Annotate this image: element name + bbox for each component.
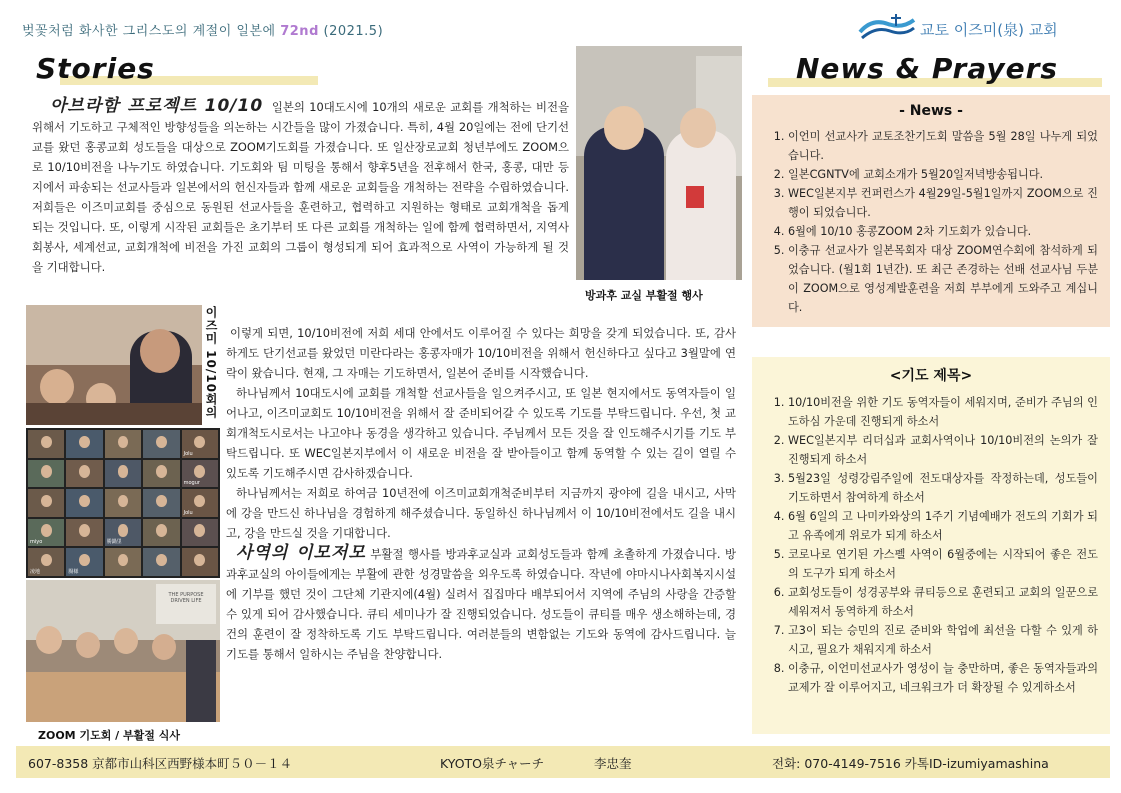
zoom-tile xyxy=(105,430,141,458)
zoom-tile xyxy=(105,548,141,576)
zoom-tile xyxy=(66,460,102,488)
project-heading: 아브라함 프로젝트 10/10 xyxy=(50,96,264,116)
prayer-item: 3. 5월23일 성령강림주일에 전도대상자를 작정하는데, 성도들이 기도하면서 참여하게 하소서 xyxy=(788,469,1098,507)
zoom-tile xyxy=(143,430,179,458)
zoom-tile xyxy=(66,548,102,576)
stories-body xyxy=(226,323,736,664)
prayer-item: 2. WEC일본지부 리더십과 교회사역이나 10/10비전의 논의가 잘 진행되게 하소서 xyxy=(788,431,1098,469)
footer xyxy=(16,746,1110,778)
prayer-list xyxy=(752,393,1110,697)
zoom-tile-name: mogur xyxy=(183,480,200,487)
news-box-title: - News - xyxy=(899,103,963,119)
paragraph-prayer-request: 하나님께서 10대도시에 교회를 개척할 선교사들을 일으켜주시고, 또 일본 현지에서도 동역자들이 일어나고, 이즈미교회도 10/10비전을 위해서 잘 준비되어갈 수 있도록 기도를 부탁드립니다. 우선, 첫 교회개척도시로서는 나고야나 동경을 생각하고 있습니다. 주님께서 모든 것을 잘 인도해주시기를 기도 부탁드립니다. 또 WEC일본지부에서 이 새로운 비전을 잘 받아들이고 함께 동역할 수 있는 길이 열릴 수 있도록 기도해주시면 감사하겠습니다. xyxy=(226,386,736,480)
zoom-tile xyxy=(66,489,102,517)
ministry-paragraph xyxy=(226,543,736,664)
zoom-tile-name: 腸様 xyxy=(68,569,79,575)
zoom-tile xyxy=(28,460,64,488)
paragraph-vision-hope: 이렇게 되면, 10/10비전에 저희 세대 안에서도 이루어질 수 있다는 희망을 갖게 되었습니다. 또, 감사하게도 단기선교를 왔었던 미란다라는 홍콩자매가 10/10비전을 위해서 헌신하다고 싶다고 3월말에 연락이 왔습니다. 현재, 그 자매는 기도하면서, 일본어 준비를 시작했습니다. xyxy=(226,326,736,380)
easter-meal-photo xyxy=(26,580,220,722)
zoom-tile xyxy=(182,430,218,458)
zoom-tile xyxy=(28,548,64,576)
news-box xyxy=(752,95,1110,327)
church-name: 교토 이즈미(泉) 교회 xyxy=(920,21,1058,39)
meeting-photo xyxy=(26,305,202,425)
zoom-tile xyxy=(66,430,102,458)
church-logo-icon xyxy=(858,12,916,42)
zoom-tile xyxy=(28,489,64,517)
news-prayers-title: News & Prayers xyxy=(796,52,1059,85)
ministry-text: 부활절 행사를 방과후교실과 교회성도들과 함께 초촐하게 가졌습니다. 방과후교실의 아이들에게는 부활에 관한 성경말씀을 외우도록 하였습니다. 작년에 야마시나사회복지시설에 기부를 했던 것이 그단체 기관지에(4월) 실려서 집집마다 배부되어서 지역에 주님의 사랑을 간증할 수 있게 되어 감사했습니다. 큐티 세미나가 잘 진행되었습니다. 성도들이 큐티를 매우 생소해하는데, 경건의 훈련이 잘 정착하도록 기도 부탁드립니다. 여러분들의 변함없는 기도와 동역에 감사드립니다. 늘 기도를 통해서 일하시는 주님을 찬양합니다. xyxy=(226,547,736,661)
prayer-box-title: <기도 제목> xyxy=(889,368,973,384)
prayer-item: 5. 코로나로 연기된 가스펠 사역이 6월중에는 시작되어 좋은 전도의 도구가 되게 하소서 xyxy=(788,545,1098,583)
prayer-item: 4. 6월 6일의 고 나미카와상의 1주기 기념예배가 전도의 기회가 되고 유족에게 위로가 되게 하소서 xyxy=(788,507,1098,545)
zoom-tile xyxy=(143,489,179,517)
footer-pastor: 李忠奎 xyxy=(594,756,632,771)
prayer-item: 7. 고3이 되는 승민의 진로 준비와 학업에 최선을 다할 수 있게 하시고, 필요가 채워지게 하소서 xyxy=(788,621,1098,659)
zoom-tile xyxy=(28,519,64,547)
footer-contact: 전화: 070-4149-7516 카톡ID-izumiyamashina xyxy=(772,756,1049,771)
zoom-tile xyxy=(28,430,64,458)
news-item: 2. 일본CGNTV에 교회소개가 5월20일저녁방송됩니다. xyxy=(788,165,1098,184)
zoom-tile-name: 勝鍋里 xyxy=(106,539,122,546)
issue-date: (2021.5) xyxy=(323,24,384,39)
prayer-item: 1. 10/10비전을 위한 기도 동역자들이 세워지며, 준비가 주님의 인도하심 가운데 진행되게 하소서 xyxy=(788,393,1098,431)
zoom-tile xyxy=(143,519,179,547)
news-list xyxy=(752,127,1110,317)
ministry-heading: 사역의 이모저모 xyxy=(236,543,366,563)
zoom-tile xyxy=(143,460,179,488)
zoom-tile xyxy=(182,460,218,488)
project-text: 일본의 10대도시에 10개의 새로운 교회를 개척하는 비전을 위해서 기도하고 구체적인 방향성들을 의논하는 시간들을 많이 가졌습니다. 특히, 4월 20일에는 전에 단기선교를 왔던 홍콩교회 성도들을 대상으로 ZOOM기도회를 가졌습니다. 또 일산장로교회 청년부에도 ZOOM으로 10/10비전을 나누기도 하였습니다. 기도회와 팀 미팅을 통해서 향후5년을 전후해서 한국, 홍콩, 대만 등지에서 파송되는 선교사들과 일본에서의 헌신자들과 함께 새로운 교회들을 개척하는 전략을 수립하였습니다. 저희들은 이즈미교회를 중심으로 동원된 선교사들을 훈련하고, 협력하고 지원하는 형태로 교회개척을 돕게 되는 것입니다. 또, 이렇게 시작된 교회들은 초기부터 또 다른 교회를 개척하는 일에 함께 협력하면서, 지역사회봉사, 세계선교, 교회개척에 비전을 가진 교회의 그룹이 형성되게 되어 효과적으로 사역이 가능하게 될 것을 기대합니다. xyxy=(32,100,569,274)
project-paragraph xyxy=(32,96,569,277)
prayer-box xyxy=(752,357,1110,734)
stories-title: Stories xyxy=(36,52,155,85)
easter-photo xyxy=(576,46,742,280)
zoom-tile xyxy=(182,548,218,576)
zoom-tile xyxy=(105,460,141,488)
zoom-tile xyxy=(182,489,218,517)
projector-screen xyxy=(156,584,216,624)
header-subtitle xyxy=(22,20,383,39)
news-item: 1. 이언미 선교사가 교토조찬기도회 말씀을 5월 28일 나누게 되었습니다. xyxy=(788,127,1098,165)
footer-address: 607-8358 京都市山科区西野様本町５０－１４ xyxy=(28,756,293,771)
footer-church: KYOTO泉チャーチ xyxy=(440,756,545,771)
zoom-tile xyxy=(105,489,141,517)
header-subtitle-text: 벚꽃처럼 화사한 그리스도의 계절이 일본에 xyxy=(22,24,281,39)
zoom-tile xyxy=(105,519,141,547)
news-item: 5. 이충규 선교사가 일본목회자 대상 ZOOM연수회에 참석하게 되었습니다. (월1회 1년간). 또 최근 존경하는 선배 선교사님 두분이 ZOOM으로 영성계발훈련을 저희 부부에게 도와주고 계십니다. xyxy=(788,241,1098,317)
meeting-vertical-label: 이즈미 10/10회의 xyxy=(204,306,218,419)
zoom-tile xyxy=(143,548,179,576)
issue-number: 72nd xyxy=(280,24,319,39)
easter-photo-caption: 방과후 교실 부활절 행사 xyxy=(585,289,703,302)
zoom-tile xyxy=(182,519,218,547)
zoom-tile-name: 凌地 xyxy=(30,569,41,575)
paragraph-wilderness: 하나님께서는 저희로 하여금 10년전에 이즈미교회개척준비부터 지금까지 광야에 길을 내시고, 사막에 강을 만드신 하나님을 경험하게 해주셨습니다. 동일하신 하나님께서 이 10/10비전에서도 길을 내시고, 강을 만드실 것을 기대합니다. xyxy=(226,486,736,540)
zoom-tile-name: miyo xyxy=(30,539,43,546)
projector-screen-text: THE PURPOSE DRIVEN LIFE xyxy=(168,592,204,604)
zoom-photo-caption: ZOOM 기도회 / 부활절 식사 xyxy=(38,729,180,742)
prayer-item: 8. 이충규, 이언미선교사가 영성이 늘 충만하며, 좋은 동역자들과의 교제가 잘 이루어지고, 네크워크가 더 확장될 수 있게하소서 xyxy=(788,659,1098,697)
zoom-tile-name: Jolu xyxy=(183,450,193,457)
news-item: 4. 6월에 10/10 홍콩ZOOM 2차 기도회가 있습니다. xyxy=(788,222,1098,241)
zoom-tile xyxy=(66,519,102,547)
prayer-item: 6. 교회성도들이 성경공부와 큐티등으로 훈련되고 교회의 일꾼으로 세워져서 동역하게 하소서 xyxy=(788,583,1098,621)
news-item: 3. WEC일본지부 컨퍼런스가 4월29일-5월1일까지 ZOOM으로 진행이 되었습니다. xyxy=(788,184,1098,222)
zoom-grid-photo xyxy=(26,428,220,578)
zoom-tile-name: Jolu xyxy=(183,509,193,516)
